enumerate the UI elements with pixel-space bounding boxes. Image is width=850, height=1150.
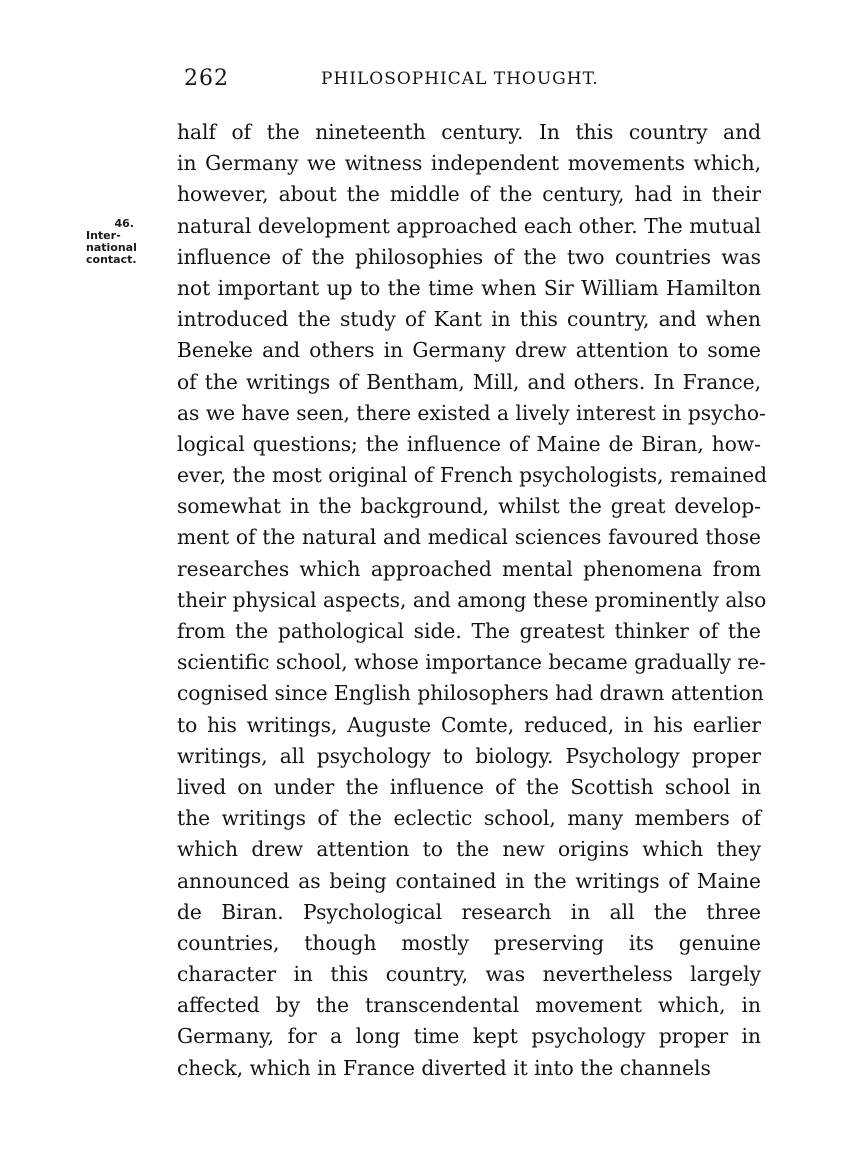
text-line: of the writings of Bentham, Mill, and others. In France, [177, 369, 761, 394]
text-line: their physical aspects, and among these prominently also [177, 587, 767, 612]
text-line: character in this country, was nevertheless largely [177, 962, 761, 987]
text-line: the writings of the eclectic school, many members of [177, 806, 761, 831]
text-line: writings, all psychology to biology. Psychology proper [177, 743, 761, 768]
margin-note-line: contact. [86, 253, 137, 266]
page-number: 262 [184, 66, 229, 91]
text-line: announced as being contained in the writings of Maine [177, 868, 761, 893]
text-line: from the pathological side. The greatest thinker of the [177, 619, 761, 643]
text-line: check, which in France diverted it into the channels [177, 1055, 711, 1080]
text-line: Beneke and others in Germany drew attention to some [177, 338, 761, 363]
running-head: PHILOSOPHICAL THOUGHT. [321, 69, 599, 89]
margin-note [86, 218, 152, 266]
text-line: however, about the middle of the century, had in their [177, 182, 761, 207]
text-line: natural development approached each other. The mutual [177, 213, 761, 238]
margin-note-line: Inter- [86, 229, 121, 242]
text-line: ever, the most original of French psychologists, remained [177, 463, 768, 488]
text-line: in Germany we witness independent movements which, [177, 151, 761, 176]
text-line: which drew attention to the new origins which they [177, 837, 761, 862]
text-line: researches which approached mental phenomena from [177, 556, 761, 581]
text-line: countries, though mostly preserving its genuine [177, 930, 761, 955]
text-line: affected by the transcendental movement which, in [177, 993, 761, 1018]
text-line: somewhat in the background, whilst the great develop- [177, 494, 761, 519]
text-line: influence of the philosophies of the two countries was [177, 244, 761, 269]
text-line: Germany, for a long time kept psychology proper in [177, 1024, 761, 1049]
text-line: scientific school, whose importance became gradually re- [177, 650, 766, 675]
text-line: logical questions; the influence of Maine de Biran, how- [177, 431, 761, 456]
margin-note-number: 46. [114, 217, 134, 230]
text-line: introduced the study of Kant in this country, and when [177, 307, 761, 332]
text-line: half of the nineteenth century. In this country and [177, 120, 761, 144]
text-line: ment of the natural and medical sciences favoured those [177, 525, 761, 550]
body-text [177, 117, 768, 1084]
margin-note-line: national [86, 241, 137, 254]
text-line: not important up to the time when Sir William Hamilton [177, 275, 761, 300]
text-line: lived on under the influence of the Scottish school in [177, 774, 761, 799]
text-line: to his writings, Auguste Comte, reduced, in his earlier [177, 712, 761, 737]
text-line: cognised since English philosophers had drawn attention [177, 681, 764, 706]
text-line: as we have seen, there existed a lively interest in psycho- [177, 400, 766, 425]
text-line: de Biran. Psychological research in all the three [177, 899, 761, 924]
